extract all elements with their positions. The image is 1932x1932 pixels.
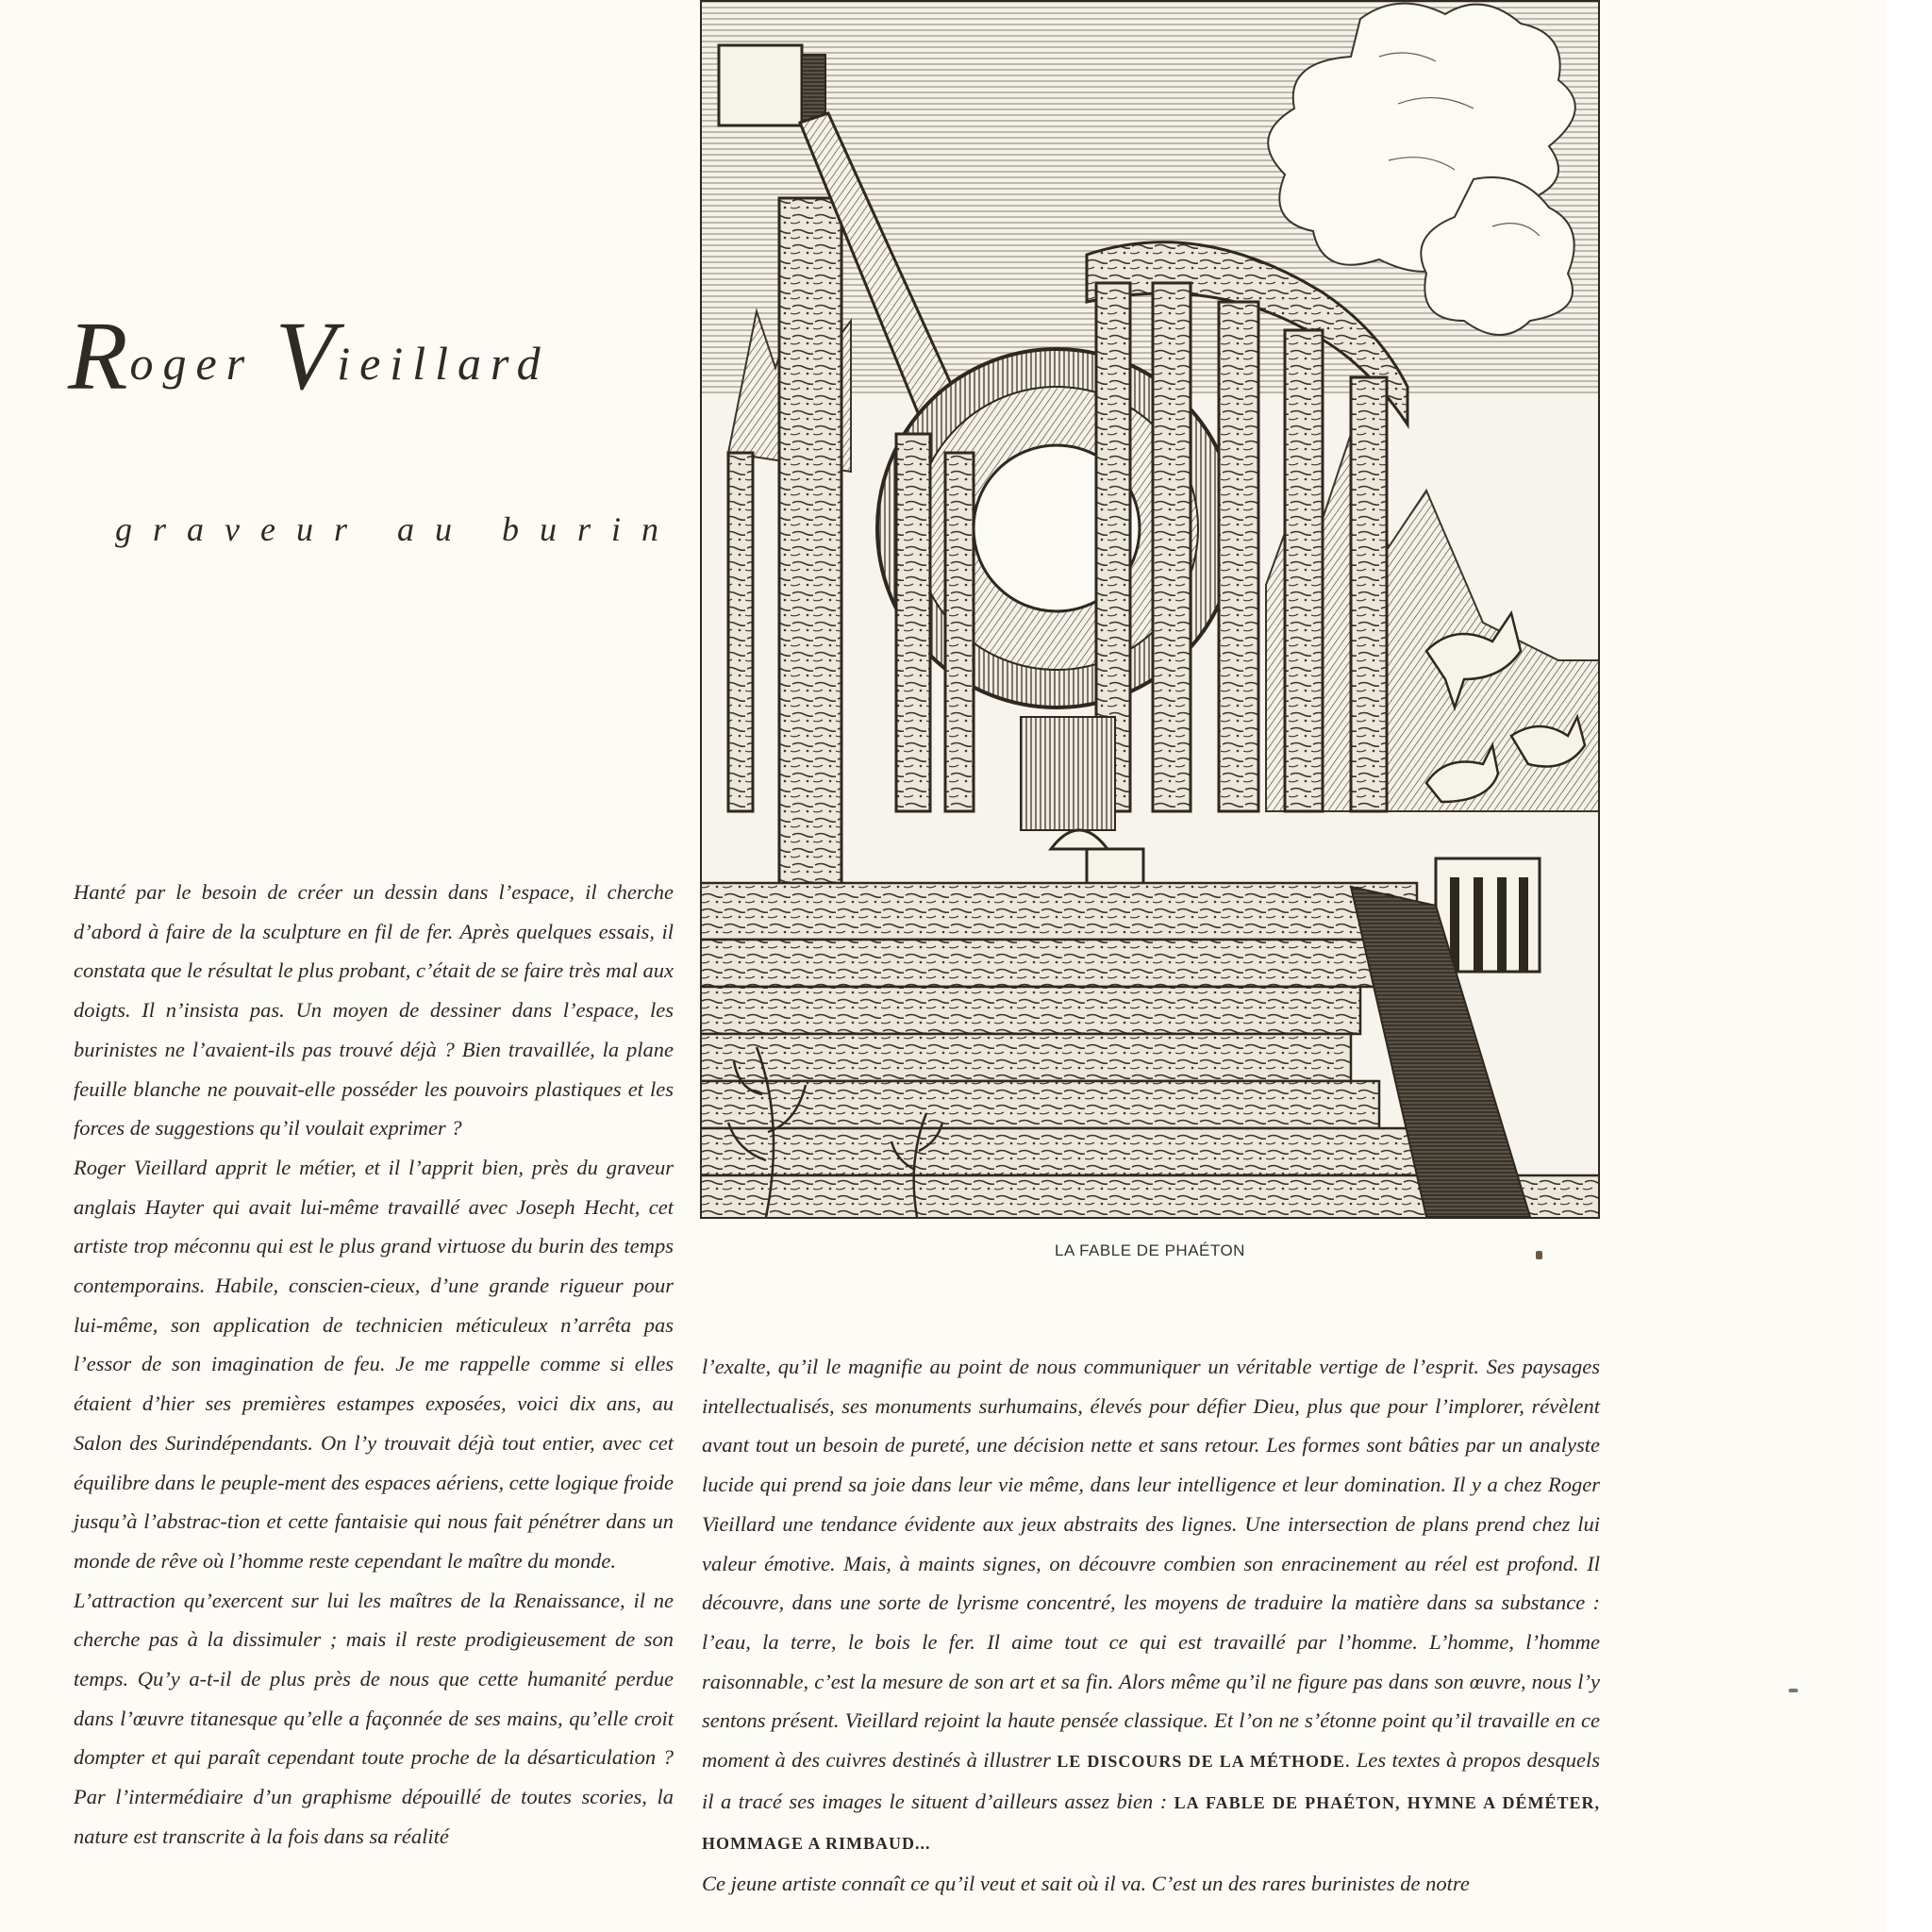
left-paragraph: L’attraction qu’exercent sur lui les maîtres de la Renaissance, il ne cherche pas à la dissimuler ; mais il reste prodigieusement de son temps. Qu’y a-t-il de plus près de nous que cette humanité perdue dans l’œuvre titanesque qu’elle a façonnée de ses mains, qu’elle croit dompter et qui paraît cependant toute proche de la désarticulation ? Par l’intermédiaire d’un graphisme dépouillé de toutes scories, la nature est transcrite à la fois dans sa réalité — [74, 1588, 674, 1848]
title-first-initial: R — [68, 302, 130, 410]
illustration-caption: LA FABLE DE PHAÉTON — [1055, 1241, 1245, 1259]
right-paragraph-text: l’exalte, qu’il le magnifie au point de nous communiquer un véritable vertige de l’esprit. Ses paysages intellectualisés, ses monuments surhumains, élevés pour défier Dieu, plus que pour l’implorer, révèlent avant tout un besoin de pureté, une décision nette et sans retour. Les formes sont bâties par un analyste lucide qui prend sa joie dans leur vie même, dans leur intelligence et leur domination. Il y a chez Roger Vieillard une tendance évidente aux jeux abstraits des lignes. Une intersection de plans prend chez lui valeur émotive. Mais, à maints signes, on découvre combien son enracinement au réel est profond. Il découvre, dans une sorte de lyrisme concentré, les moyens de traduire la matière dans sa substance : l’eau, la terre, le bois le fer. Il aime tout ce qui est travaillé par l’homme. L’homme, l’homme raisonnable, c’est la mesure de son art et sa fin. Alors même qu’il ne figure pas dans son œuvre, nous l’y sentons présent. Vieillard rejoint la haute pensée classique. Et l’on ne s’étonne point qu’il travaille en ce moment à des cuivres destinés à illustrer — [702, 1355, 1600, 1773]
title-first-rest: oger — [129, 337, 255, 390]
article-title — [68, 300, 672, 412]
title-last-initial: V — [275, 302, 338, 410]
works-list: LA FABLE DE PHAÉTON, HYMNE A DÉMÉTER, HOMMAGE A RIMBAUD... — [702, 1792, 1600, 1854]
left-paragraph: Roger Vieillard apprit le métier, et il l’apprit bien, près du graveur anglais Hayter qui avait lui-même travaillé avec Joseph Hecht, cet artiste trop méconnu qui est le plus grand virtuose du burin des temps contemporains. Habile, conscien-cieux, d’une grande rigueur pour lui-même, son application de technicien méticuleux n’arrêta pas l’essor de son imagination de feu. Je me rappelle comme si elles étaient d’hier ses premières estampes exposées, voici dix ans, au Salon des Surindépendants. On l’y trouvait déjà tout entier, avec cet équilibre dans le peuple-ment des espaces aériens, cette logique froide jusqu’à l’abstrac-tion et cette fantaisie qui nous fait pénétrer dans un monde de rêve où l’homme reste cependant le maître du monde. — [74, 1155, 674, 1573]
engraving-drawing — [700, 0, 1600, 1219]
article-column-right — [702, 1347, 1600, 1904]
book-title: LE DISCOURS DE LA MÉTHODE — [1057, 1752, 1345, 1772]
ink-speck — [1536, 1251, 1542, 1259]
article-column-left — [74, 873, 674, 1857]
page-edge — [1887, 0, 1932, 1932]
article-subtitle: graveur au burin — [115, 510, 679, 548]
ink-speck — [1789, 1689, 1798, 1692]
right-paragraph — [702, 1347, 1600, 1864]
engraving-illustration — [700, 0, 1600, 1219]
left-paragraph: Hanté par le besoin de créer un dessin dans l’espace, il cherche d’abord à faire de la sculpture en fil de fer. Après quelques essais, il constata que le résultat le plus probant, c’était de se faire très mal aux doigts. Il n’insista pas. Un moyen de dessiner dans l’espace, les burinistes ne l’avaient-ils pas trouvé déjà ? Bien travaillée, la plane feuille blanche ne pouvait-elle posséder les pouvoirs plastiques et les forces de suggestions qu’il voulait exprimer ? — [74, 880, 674, 1141]
title-last-rest: ieillard — [337, 337, 550, 390]
right-paragraph-text: . Les textes à propos desquels il a tracé ses images le situent d’ailleurs assez bien : — [702, 1748, 1601, 1813]
right-paragraph: Ce jeune artiste connaît ce qu’il veut et sait où il va. C’est un des rares burinistes de notre — [702, 1872, 1470, 1896]
